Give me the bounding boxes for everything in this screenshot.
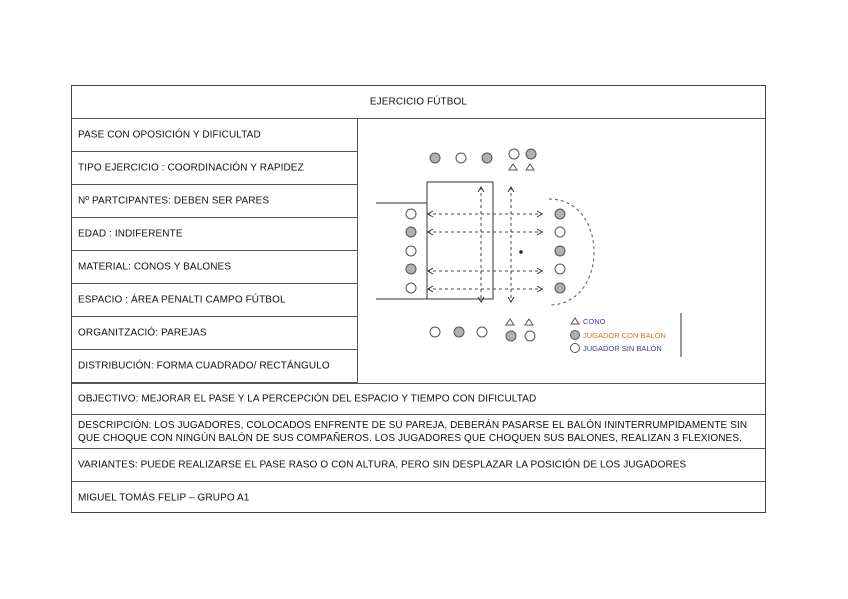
player-right-3 [555,246,565,256]
player-left-2 [406,227,416,237]
player-bottom-1 [430,327,440,337]
exercise-diagram [359,119,765,383]
bottom-cones [506,319,533,325]
field-row-3 [72,185,358,218]
arrow-head-left-3 [428,268,433,274]
author-row [72,482,765,513]
right-players [555,209,565,293]
player-bottom-5 [525,331,535,341]
cone-top-1 [509,164,517,170]
player-right-5 [555,283,565,293]
cone-top-2 [526,164,534,170]
field-space: ESPACIO : ÁREA PENALTI CAMPO FÚTBOL [78,294,286,306]
bottom-players [430,327,535,341]
variants-row [72,449,765,482]
field-row-1 [72,119,358,152]
player-right-4 [555,264,565,274]
arrow-heads [428,187,542,302]
penalty-spot [519,250,523,254]
player-left-3 [406,246,416,256]
description-text: DESCRIPCIÓN: LOS JUGADORES, COLOCADOS ENFRENTE DE SU PAREJA, DEBERÁN PASARSE EL BALÓN ININTERRUMPIDAMENTE SIN QUE CHOQUE CON NINGÚN BALÓN DE SUS COMPAÑEROS. LOS JUGADORES QUE CHOQUEN SUS BALONES, REALIZAN 3 FLEXIONES. [78,420,748,444]
player-right-2 [555,227,565,237]
player-top-1 [430,153,440,163]
top-cones [509,164,534,170]
player-left-4 [406,264,416,274]
field-row-6 [72,284,358,317]
field-organization: ORGANITZACIÓ: PAREJAS [78,327,207,339]
objective-text: OBJECTIVO: MEJORAR EL PASE Y LA PERCEPCIÓN DEL ESPACIO Y TIEMPO CON DIFICULTAD [78,393,537,405]
player-top-5 [526,149,536,159]
player-top-4 [509,149,519,159]
objective-row [72,383,765,415]
pass-arrows [427,187,543,302]
player-top-3 [482,153,492,163]
field-row-2 [72,152,358,185]
author-text: MIGUEL TOMÁS FELIP – GRUPO A1 [78,492,250,503]
description-row [72,415,765,449]
field-exercise-name: PASE CON OPOSICIÓN Y DIFICULTAD [78,129,261,141]
cone-bottom-2 [525,319,533,325]
arrow-head-left-1 [428,211,433,217]
page-title: EJERCICIO FÚTBOL [369,96,468,108]
player-left-1 [406,209,416,219]
legend-cone-label: CONO [583,317,606,326]
cone-bottom-1 [506,319,514,325]
legend-without-ball-label: JUGADOR SIN BALÓN [583,344,662,353]
left-players [406,209,416,293]
top-players [430,149,536,163]
player-top-2 [456,153,466,163]
field-type: TIPO EJERCICIO : COORDINACIÓN Y RAPIDEZ [78,162,304,174]
field-participants: Nº PARTCIPANTES: DEBEN SER PARES [78,195,270,207]
field-distribution: DISTRIBUCIÓN: FORMA CUADRADO/ RECTÁNGULO [78,360,330,372]
arrow-head-left-4 [428,286,433,292]
legend-empty-player-icon [571,344,580,353]
field-diagram-svg [359,119,765,383]
field-age: EDAD : INDIFERENTE [78,228,183,240]
arrow-head-left-2 [428,229,433,235]
player-right-1 [555,209,565,219]
field-row-8 [72,350,358,383]
field-row-4 [72,218,358,251]
exercise-sheet [71,85,766,513]
field-row-5 [72,251,358,284]
player-bottom-4 [506,331,516,341]
player-bottom-3 [477,327,487,337]
player-left-5 [406,283,416,293]
field-material: MATERIAL: CONOS Y BALONES [78,261,232,273]
title-row [72,86,765,119]
field-row-7 [72,317,358,350]
legend-filled-player-icon [571,331,580,340]
variants-text: VARIANTES: PUEDE REALIZARSE EL PASE RASO O CON ALTURA, PERO SIN DESPLAZAR LA POSICIÓN DE LOS JUGADORES [78,459,687,471]
player-bottom-2 [454,327,464,337]
legend-with-ball-label: JUGADOR CON BALÓN [583,331,666,340]
penalty-box [427,182,493,299]
legend-cone-icon [571,318,579,324]
